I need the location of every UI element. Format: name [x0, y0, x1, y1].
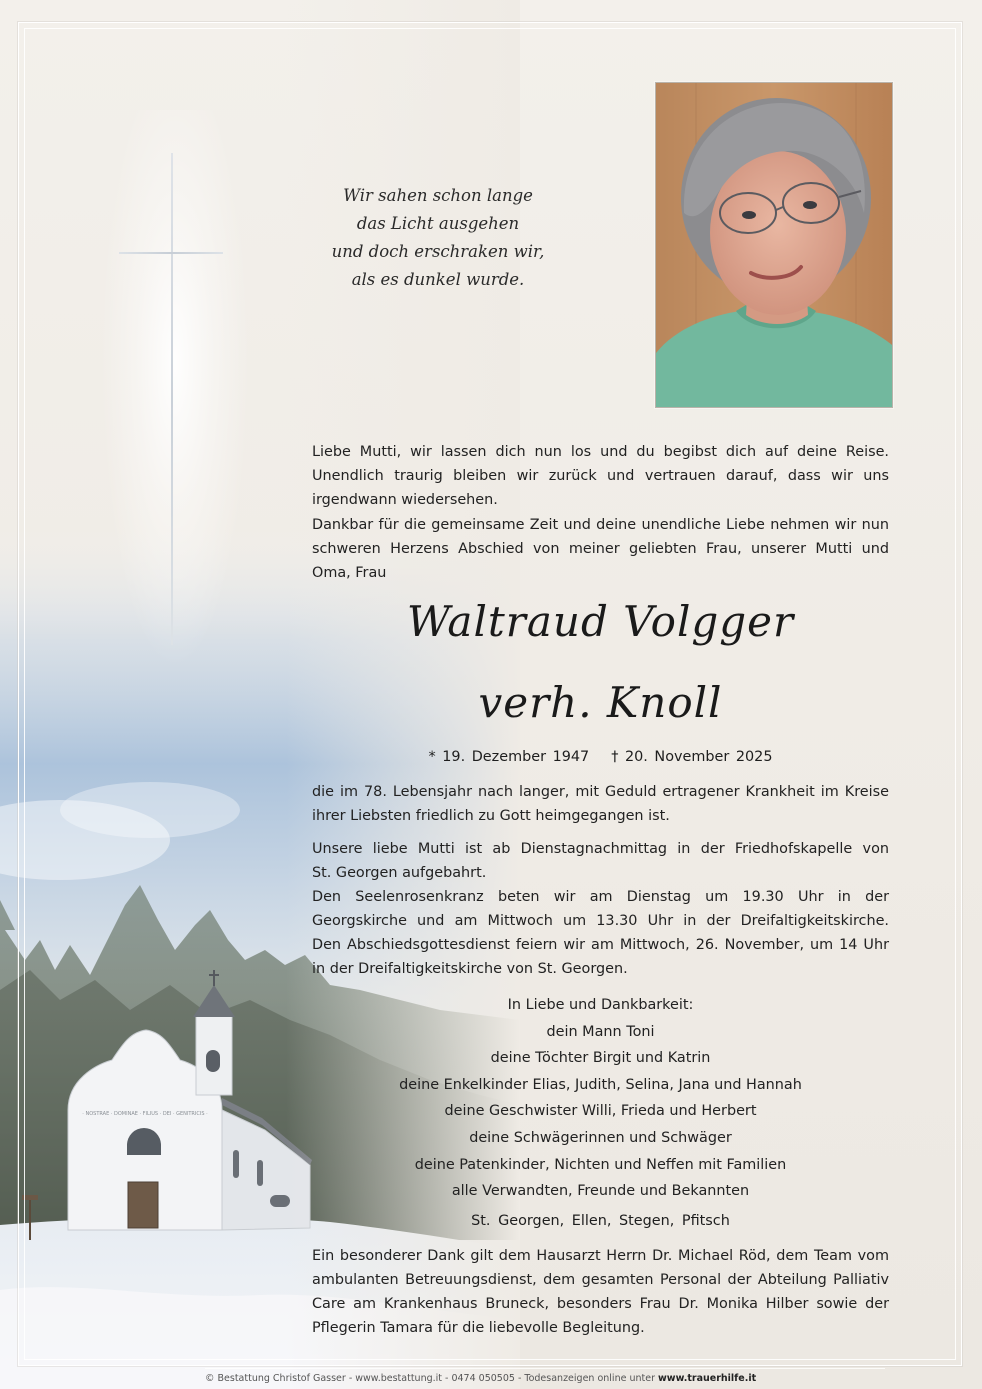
footer-credits	[205, 1368, 885, 1389]
cross-glow	[100, 110, 250, 670]
mourner-entry: deine Enkelkinder Elias, Judith, Selina, Jana und Hannah	[399, 1076, 802, 1093]
footer-text: © Bestattung Christof Gasser - www.bestattung.it - 0474 050505 - Todesanzeigen online unter	[205, 1373, 655, 1384]
quote-line: Wir sahen schon lange	[343, 186, 533, 205]
text-line: Georgskirche und am Mittwoch um 13.30 Uhr in der Dreifaltigkeitskirche.	[312, 913, 889, 929]
mourners-heading: In Liebe und Dankbarkeit:	[507, 997, 694, 1013]
cross-icon	[171, 153, 173, 645]
text-line: Den Seelenrosenkranz beten wir am Dienstag um 19.30 Uhr in der	[312, 889, 889, 905]
quote-line: und doch erschraken wir,	[331, 242, 545, 261]
places-line: St. Georgen, Ellen, Stegen, Pfitsch	[471, 1213, 730, 1229]
text-line: Oma, Frau	[312, 565, 387, 581]
text-line: Dankbar für die gemeinsame Zeit und deine unendliche Liebe nehmen wir nun	[312, 517, 889, 533]
mourner-entry: deine Patenkinder, Nichten und Neffen mit Familien	[414, 1156, 787, 1173]
text-line: in der Dreifaltigkeitskirche von St. Georgen.	[312, 961, 628, 977]
text-line: Unsere liebe Mutti ist ab Dienstagnachmittag in der Friedhofskapelle von	[312, 841, 889, 857]
text-line: Pflegerin Tamara für die liebevolle Begleitung.	[312, 1320, 645, 1336]
text-line: St. Georgen aufgebahrt.	[312, 865, 487, 881]
text-line: Den Abschiedsgottesdienst feiern wir am Mittwoch, 26. November, um 14 Uhr	[312, 937, 889, 953]
text-line: Liebe Mutti, wir lassen dich nun los und du begibst dich auf deine Reise.	[312, 444, 889, 460]
cross-icon-bar	[119, 252, 223, 254]
intro-paragraph	[312, 440, 889, 512]
death-note-paragraph	[312, 780, 889, 828]
life-dates	[312, 745, 889, 769]
mourner-entry: deine Töchter Birgit und Katrin	[490, 1050, 711, 1067]
gratitude-paragraph	[312, 1244, 889, 1340]
text-line: ihrer Liebsten friedlich zu Gott heimgegangen ist.	[312, 808, 670, 824]
deceased-name: Waltraud Volgger	[406, 597, 795, 646]
text-line: irgendwann wiedersehen.	[312, 492, 498, 508]
birth-date: * 19. Dezember 1947	[428, 749, 590, 765]
text-line: Care am Krankenhaus Bruneck, besonders Frau Dr. Monika Hilber sowie der	[312, 1296, 889, 1312]
text-line: Unendlich traurig bleiben wir zurück und vertrauen darauf, dass wir uns	[312, 468, 889, 484]
memorial-quote	[318, 182, 558, 294]
death-date: † 20. November 2025	[611, 749, 773, 765]
text-line: schweren Herzens Abschied von meiner geliebten Frau, unserer Mutti und	[312, 541, 889, 557]
quote-line: als es dunkel wurde.	[351, 270, 525, 289]
deceased-married-name: verh. Knoll	[478, 678, 723, 727]
text-line: Ein besonderer Dank gilt dem Hausarzt Herrn Dr. Michael Röd, dem Team vom	[312, 1248, 889, 1264]
quote-line: das Licht ausgehen	[356, 214, 520, 233]
mourners-list	[312, 992, 889, 1205]
footer-website-link[interactable]: www.trauerhilfe.it	[658, 1373, 757, 1384]
mourner-entry: deine Schwägerinnen und Schwäger	[469, 1129, 732, 1146]
text-line: die im 78. Lebensjahr nach langer, mit Geduld ertragener Krankheit im Kreise	[312, 784, 889, 800]
mourner-entry: dein Mann Toni	[546, 1023, 655, 1040]
farewell-paragraph	[312, 513, 889, 585]
text-line: ambulanten Betreuungsdienst, dem gesamten Personal der Abteilung Palliativ	[312, 1272, 889, 1288]
portrait-photo	[655, 82, 893, 408]
mourner-entry: alle Verwandten, Freunde und Bekannten	[451, 1183, 750, 1200]
mourner-entry: deine Geschwister Willi, Frieda und Herbert	[444, 1103, 757, 1120]
funeral-details-paragraph	[312, 837, 889, 981]
